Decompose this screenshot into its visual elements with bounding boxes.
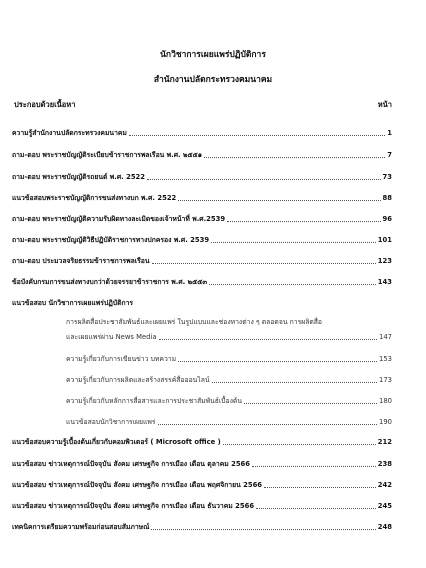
toc-entry — [12, 254, 392, 266]
toc-entry-label: ความรู้เกี่ยวกับหลักการสื่อสารและการประชาสัมพันธ์เบื้องต้น — [66, 397, 242, 405]
toc-entry-label: ความรู้สำนักงานปลัดกระทรวงคมนาคม — [12, 129, 127, 137]
toc-entry-page: 88 — [382, 194, 392, 202]
toc-entry-page: 73 — [382, 173, 392, 181]
toc-entry-label: ถาม-ตอบ พระราชบัญญัติความรับผิดทางละเมิดของเจ้าหน้าที่ พ.ศ.2539 — [12, 215, 226, 223]
document-subtitle: สำนักงานปลัดกระทรวงคมนาคม — [153, 75, 273, 85]
document-title: นักวิชาการเผยแพร่ปฏิบัติการ — [160, 50, 266, 60]
dot-leader — [178, 199, 380, 201]
toc-entry — [12, 212, 392, 224]
toc-entry — [12, 275, 392, 287]
toc-entry — [12, 435, 392, 447]
dot-leader — [129, 134, 385, 136]
toc-entry-label: แนวข้อสอบ ข่าวเหตุการณ์ปัจจุบัน สังคม เศรษฐกิจ การเมือง เดือน ตุลาคม 2566 — [12, 460, 251, 468]
dot-leader — [147, 178, 381, 180]
toc-entry-label: ความรู้เกี่ยวกับการเขียนข่าว บทความ — [66, 355, 177, 363]
toc-entry-page: 96 — [382, 215, 392, 223]
dot-leader — [152, 262, 376, 264]
toc-entry-page: 101 — [377, 236, 392, 244]
dot-leader — [264, 486, 376, 488]
toc-entry-page: 212 — [377, 438, 392, 446]
toc-entry-page: 180 — [379, 397, 392, 405]
toc-entry-page: 245 — [377, 502, 392, 510]
toc-sub-entry — [66, 394, 392, 406]
toc-entry-page: 7 — [387, 151, 392, 159]
toc-sub-entry — [66, 415, 392, 427]
toc-entry — [12, 478, 392, 490]
toc-entry-page: 173 — [379, 376, 392, 384]
dot-leader — [209, 283, 376, 285]
toc-entry-label: และเผยแพร่ผ่าน News Media — [66, 333, 157, 341]
toc-entry-page: 238 — [377, 460, 392, 468]
dot-leader — [211, 241, 376, 243]
dot-leader — [256, 507, 376, 509]
page-column-label: หน้า — [377, 100, 392, 109]
toc-sub-entry — [66, 373, 392, 385]
toc-entry-page: 190 — [379, 418, 392, 426]
contents-label: ประกอบด้วยเนื้อหา — [14, 100, 76, 109]
toc-entry-label: แนวข้อสอบความรู้เบื้องต้นเกี่ยวกับคอมพิวเตอร์ ( Microsoft office ) — [12, 438, 221, 446]
toc-entry — [12, 499, 392, 511]
toc-entry — [12, 126, 392, 138]
dot-leader — [223, 443, 376, 445]
toc-entry-label: เทคนิคการเตรียมความพร้อมก่อนสอบสัมภาษณ์ — [12, 523, 150, 531]
toc-entry — [12, 148, 392, 160]
toc-entry-page: 242 — [377, 481, 392, 489]
toc-entry-page: 153 — [379, 355, 392, 363]
toc-entry — [12, 170, 392, 182]
toc-entry-label: แนวข้อสอบ ข่าวเหตุการณ์ปัจจุบัน สังคม เศรษฐกิจ การเมือง เดือน พฤศจิกายน 2566 — [12, 481, 263, 489]
toc-entry-label: ถาม-ตอบ ประมวลจริยธรรมข้าราชการพลเรือน — [12, 257, 150, 265]
toc-sub-entry — [66, 352, 392, 364]
toc-entry-label: แนวข้อสอบนักวิชาการเผยแพร่ — [66, 418, 156, 426]
dot-leader — [151, 528, 375, 530]
toc-entry — [12, 191, 392, 203]
section-intro: การผลิตสื่อประชาสัมพันธ์และเผยแพร่ ในรูปแบบและช่องทางต่าง ๆ ตลอดจน การผลิตสื่อ — [66, 318, 323, 326]
toc-entry-page: 248 — [377, 523, 392, 531]
toc-entry-page: 123 — [377, 257, 392, 265]
toc-entry-label: ถาม-ตอบ พระราชบัญญัติรถยนต์ พ.ศ. 2522 — [12, 173, 146, 181]
dot-leader — [159, 338, 377, 340]
toc-entry — [12, 520, 392, 532]
section-heading: แนวข้อสอบ นักวิชาการเผยแพร่ปฏิบัติการ — [12, 299, 134, 307]
toc-entry — [12, 457, 392, 469]
dot-leader — [204, 156, 385, 158]
toc-entry-label: ข้อบังคับกรมการขนส่งทางบกว่าด้วยจรรยาข้าราชการ พ.ศ. ๒๕๕๓ — [12, 278, 208, 286]
toc-entry-label: แนวข้อสอบพระราชบัญญัติการขนส่งทางบก พ.ศ. 2522 — [12, 194, 177, 202]
dot-leader — [244, 402, 377, 404]
dot-leader — [178, 360, 377, 362]
toc-entry-label: ความรู้เกี่ยวกับการผลิตและสร้างสรรค์สื่อออนไลน์ — [66, 376, 210, 384]
toc-entry-label: แนวข้อสอบ ข่าวเหตุการณ์ปัจจุบัน สังคม เศรษฐกิจ การเมือง เดือน ธันวาคม 2566 — [12, 502, 255, 510]
toc-entry — [12, 233, 392, 245]
toc-entry-page: 143 — [377, 278, 392, 286]
toc-entry-page: 147 — [379, 333, 392, 341]
dot-leader — [212, 381, 377, 383]
toc-entry-label: ถาม-ตอบ พระราชบัญญัติระเบียบข้าราชการพลเรือน พ.ศ. ๒๕๕๑ — [12, 151, 203, 159]
dot-leader — [158, 423, 378, 425]
toc-entry-label: ถาม-ตอบ พระราชบัญญัติวิธีปฏิบัติราชการทางปกครอง พ.ศ. 2539 — [12, 236, 210, 244]
toc-header — [14, 99, 392, 111]
toc-entry-page: 1 — [387, 129, 392, 137]
dot-leader — [227, 220, 380, 222]
toc-sub-entry — [66, 330, 392, 342]
dot-leader — [252, 465, 376, 467]
